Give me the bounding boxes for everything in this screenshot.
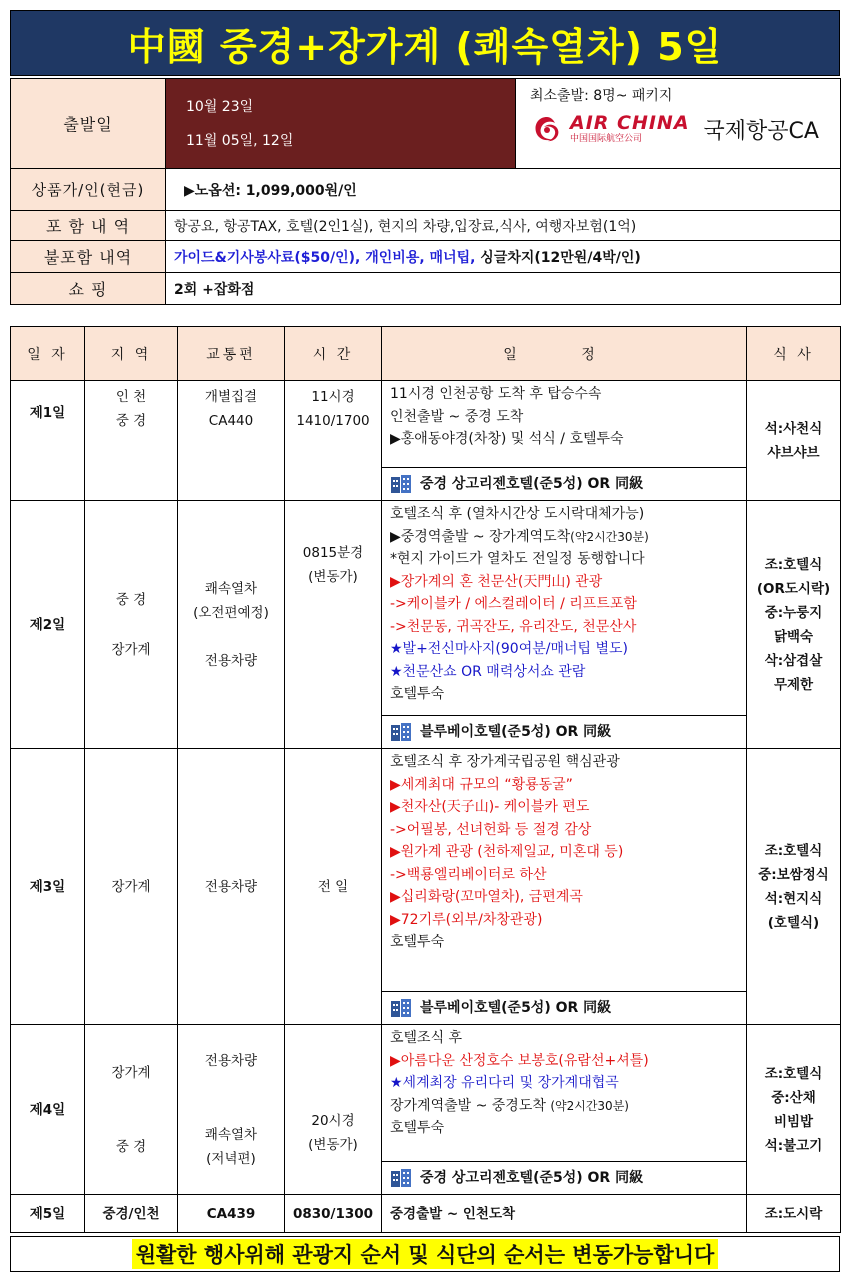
day-itinerary bbox=[382, 501, 747, 749]
meal-text: 중:보쌈정식 bbox=[758, 866, 829, 883]
hotel-line bbox=[382, 715, 746, 747]
itinerary-line: ▶장가계의 혼 천문산(天門山) 관광 bbox=[390, 573, 603, 590]
itinerary-line: ->천문동, 귀곡잔도, 유리잔도, 천문산사 bbox=[390, 618, 637, 635]
page-title: 中國 중경+장가계 (쾌속열차) 5일 bbox=[127, 24, 723, 69]
meal-text: 중:산채 bbox=[771, 1089, 816, 1106]
hotel-building-icon bbox=[390, 474, 412, 494]
day-meal bbox=[747, 749, 841, 1025]
footer-notice bbox=[10, 1236, 840, 1272]
day-region bbox=[85, 1025, 178, 1195]
day-region: 중경/인천 bbox=[85, 1195, 178, 1233]
meal-text: (OR도시락) bbox=[756, 580, 831, 597]
itinerary-line: 11시경 인천공항 도착 후 탑승수속 bbox=[390, 386, 602, 402]
itinerary-line: ▶천자산(天子山)- 케이블카 편도 bbox=[390, 799, 590, 815]
day-label: 제1일 bbox=[11, 381, 85, 501]
day-row-3 bbox=[11, 749, 841, 1025]
transport-text: (저녁편) bbox=[206, 1150, 256, 1167]
itinerary-line: 호텔투숙 bbox=[390, 1120, 445, 1136]
meal-text: 석:현지식 bbox=[764, 890, 823, 907]
day-label: 제5일 bbox=[11, 1195, 85, 1233]
meal-text: 중:누룽지 bbox=[764, 604, 823, 621]
day-time: 0830/1300 bbox=[285, 1195, 382, 1233]
day-region bbox=[85, 749, 178, 1025]
header-region: 지 역 bbox=[85, 327, 178, 381]
itinerary-line: 호텔투숙 bbox=[390, 686, 445, 702]
day-transport bbox=[178, 501, 285, 749]
hotel-name: 블루베이호텔(준5성) OR 同級 bbox=[420, 999, 612, 1016]
schedule-table bbox=[10, 326, 841, 1233]
airline-logo-text bbox=[570, 114, 690, 144]
day-row-1 bbox=[11, 381, 841, 501]
exclude-value-black: 싱글차지(12만원/4박/인) bbox=[475, 249, 641, 266]
meal-text: 닭백숙 bbox=[773, 628, 814, 645]
exclude-value-blue: 가이드&기사봉사료($50/인), 개인비용, 매너팁, bbox=[174, 249, 476, 266]
hotel-building-icon bbox=[390, 998, 412, 1018]
page-header bbox=[10, 10, 840, 76]
itinerary-line: ★천문산쇼 OR 매력상서쇼 관람 bbox=[390, 663, 586, 680]
price-value: ▶노옵션: 1,099,000원/인 bbox=[166, 169, 841, 211]
itinerary-line: ★세계최장 유리다리 및 장가계대협곡 bbox=[390, 1075, 619, 1091]
transport-text: 전용차량 bbox=[204, 1052, 258, 1069]
header-time: 시 간 bbox=[285, 327, 382, 381]
itinerary-line: ▶홍애동야경(차창) 및 석식 / 호텔투숙 bbox=[390, 431, 624, 447]
region-text: 중 경 bbox=[115, 1138, 147, 1155]
price-row bbox=[11, 169, 841, 211]
day-row-4 bbox=[11, 1025, 841, 1195]
air-china-logo-icon bbox=[530, 113, 564, 145]
transport-text: 쾌속열차 bbox=[204, 1126, 258, 1143]
time-text: 20시경 bbox=[311, 1113, 355, 1129]
exclude-row bbox=[11, 241, 841, 273]
itinerary-line: ->케이블카 / 에스컬레이터 / 리프트포함 bbox=[390, 596, 637, 612]
time-text: (변동가) bbox=[308, 1137, 358, 1153]
itinerary-line: ★발+전신마사지(90여분/매너팁 별도) bbox=[390, 641, 628, 657]
meal-text: 비빔밥 bbox=[773, 1113, 814, 1130]
region-text: 중 경 bbox=[115, 413, 147, 429]
info-table bbox=[10, 78, 841, 305]
hotel-line bbox=[382, 467, 746, 499]
itinerary-line: ▶72기루(외부/차창관광) bbox=[390, 911, 543, 928]
itinerary-text: ▶중경역출발 ~ 장가계역도착 bbox=[390, 528, 571, 545]
transport-text: 전용차량 bbox=[204, 878, 258, 895]
price-label: 상품가/인(현금) bbox=[11, 169, 166, 211]
airline-logo-cn: 中国国际航空公司 bbox=[570, 134, 643, 144]
day-meal bbox=[747, 381, 841, 501]
departure-dates bbox=[166, 79, 516, 169]
schedule-header-row bbox=[11, 327, 841, 381]
shopping-label: 쇼 핑 bbox=[11, 273, 166, 305]
itinerary-line: ▶아름다운 산정호수 보봉호(유람선+셔틀) bbox=[390, 1052, 649, 1069]
airline-block bbox=[530, 113, 840, 145]
shopping-row bbox=[11, 273, 841, 305]
itinerary-line: ▶세계최대 규모의 “황룡동굴” bbox=[390, 776, 573, 793]
airline-logo-en: AIR CHINA bbox=[570, 112, 690, 134]
hotel-building-icon bbox=[390, 1168, 412, 1188]
hotel-name: 중경 상고리젠호텔(준5성) OR 同級 bbox=[420, 475, 644, 492]
itinerary-text: 장가계역출발 ~ 중경도착 bbox=[390, 1097, 546, 1114]
header-transport: 교통편 bbox=[178, 327, 285, 381]
hotel-line bbox=[382, 1161, 746, 1193]
day-meal bbox=[747, 1025, 841, 1195]
meal-text: 석:사천식 bbox=[764, 420, 823, 437]
include-value: 항공요, 항공TAX, 호텔(2인1실), 현지의 차량,입장료,식사, 여행자보험(1억) bbox=[166, 211, 841, 241]
time-text: 1410/1700 bbox=[296, 413, 370, 429]
airline-label: 국제항공CA bbox=[703, 118, 819, 144]
itinerary-line: ->어필봉, 선녀헌화 등 절경 감상 bbox=[390, 821, 592, 838]
meal-text: 조:호텔식 bbox=[764, 556, 823, 573]
transport-text: 쾌속열차 bbox=[204, 580, 258, 597]
hotel-line bbox=[382, 991, 746, 1023]
itinerary-line: 인천출발 ~ 중경 도착 bbox=[390, 408, 524, 425]
meal-text: 무제한 bbox=[773, 676, 814, 693]
departure-row bbox=[11, 79, 841, 169]
shopping-value: 2회 +잡화점 bbox=[166, 273, 841, 305]
itinerary-line: 호텔조식 후 bbox=[390, 1030, 463, 1046]
hotel-name: 블루베이호텔(준5성) OR 同級 bbox=[420, 723, 612, 740]
day-time bbox=[285, 749, 382, 1025]
day-itinerary bbox=[382, 749, 747, 1025]
itinerary-line bbox=[390, 1095, 738, 1118]
meal-text: 삭:삼겹살 bbox=[764, 652, 823, 669]
itinerary-line: *현지 가이드가 열차도 전일정 동행합니다 bbox=[390, 551, 645, 567]
include-row bbox=[11, 211, 841, 241]
footer-notice-text: 원활한 행사위해 관광지 순서 및 식단의 순서는 변동가능합니다 bbox=[132, 1239, 719, 1269]
day-time bbox=[285, 381, 382, 501]
day-itinerary bbox=[382, 381, 747, 501]
region-text: 장가계 bbox=[111, 1064, 151, 1081]
day-itinerary bbox=[382, 1025, 747, 1195]
departure-date-1: 10월 23일 bbox=[186, 98, 254, 115]
hotel-name: 중경 상고리젠호텔(준5성) OR 同級 bbox=[420, 1169, 644, 1186]
meal-text: (호텔식) bbox=[767, 914, 820, 931]
itinerary-line: ▶원가계 관광 (천하제일교, 미혼대 등) bbox=[390, 844, 624, 860]
day-region bbox=[85, 501, 178, 749]
time-text: 11시경 bbox=[311, 389, 355, 405]
exclude-value bbox=[166, 241, 841, 273]
departure-label: 출발일 bbox=[11, 79, 166, 169]
day-meal: 조:도시락 bbox=[747, 1195, 841, 1233]
meal-text: 조:호텔식 bbox=[764, 1065, 823, 1082]
itinerary-small-text: (약2시간30분) bbox=[570, 529, 649, 544]
day-time bbox=[285, 1025, 382, 1195]
transport-text: 개별집결 bbox=[204, 389, 258, 405]
itinerary-line: 호텔조식 후 장가계국립공원 핵심관광 bbox=[390, 754, 620, 770]
day-itinerary: 중경출발 ~ 인천도착 bbox=[382, 1195, 747, 1233]
departure-date-2: 11월 05일, 12일 bbox=[186, 132, 294, 149]
day-transport bbox=[178, 1025, 285, 1195]
region-text: 장가계 bbox=[111, 878, 151, 895]
min-departure: 최소출발: 8명~ 패키지 bbox=[530, 88, 673, 104]
itinerary-line: 호텔투숙 bbox=[390, 934, 445, 950]
transport-text: 전용차량 bbox=[204, 652, 258, 669]
day-transport: CA439 bbox=[178, 1195, 285, 1233]
region-text: 중 경 bbox=[115, 591, 147, 608]
transport-text: CA440 bbox=[208, 413, 254, 429]
transport-text: (오전편예정) bbox=[193, 604, 269, 621]
day-time bbox=[285, 501, 382, 749]
meal-text: 조:호텔식 bbox=[764, 842, 823, 859]
day-row-5 bbox=[11, 1195, 841, 1233]
meal-text: 샤브샤브 bbox=[767, 444, 820, 461]
itinerary-line: 호텔조식 후 (열차시간상 도시락대체가능) bbox=[390, 506, 645, 522]
header-meal: 식 사 bbox=[747, 327, 841, 381]
itinerary-small-text: (약2시간30분) bbox=[550, 1098, 629, 1113]
itinerary-line: ->백룡엘리베이터로 하산 bbox=[390, 866, 547, 883]
day-transport bbox=[178, 381, 285, 501]
header-day: 일 자 bbox=[11, 327, 85, 381]
meal-text: 석:불고기 bbox=[764, 1137, 823, 1154]
day-region bbox=[85, 381, 178, 501]
region-text: 인 천 bbox=[115, 389, 147, 405]
departure-info bbox=[516, 79, 841, 169]
day-row-2 bbox=[11, 501, 841, 749]
day-label: 제3일 bbox=[11, 749, 85, 1025]
day-transport bbox=[178, 749, 285, 1025]
itinerary-line: ▶십리화랑(꼬마열차), 금편계곡 bbox=[390, 889, 583, 905]
day-label: 제2일 bbox=[11, 501, 85, 749]
hotel-building-icon bbox=[390, 722, 412, 742]
region-text: 장가계 bbox=[111, 641, 151, 658]
time-text: 전 일 bbox=[317, 878, 349, 895]
exclude-label: 불포함 내역 bbox=[11, 241, 166, 273]
time-text: 0815분경 bbox=[302, 545, 364, 561]
include-label: 포 함 내 역 bbox=[11, 211, 166, 241]
time-text: (변동가) bbox=[308, 569, 358, 585]
header-itinerary: 일 정 bbox=[382, 327, 747, 381]
day-label: 제4일 bbox=[11, 1025, 85, 1195]
day-meal bbox=[747, 501, 841, 749]
itinerary-line bbox=[390, 526, 738, 549]
